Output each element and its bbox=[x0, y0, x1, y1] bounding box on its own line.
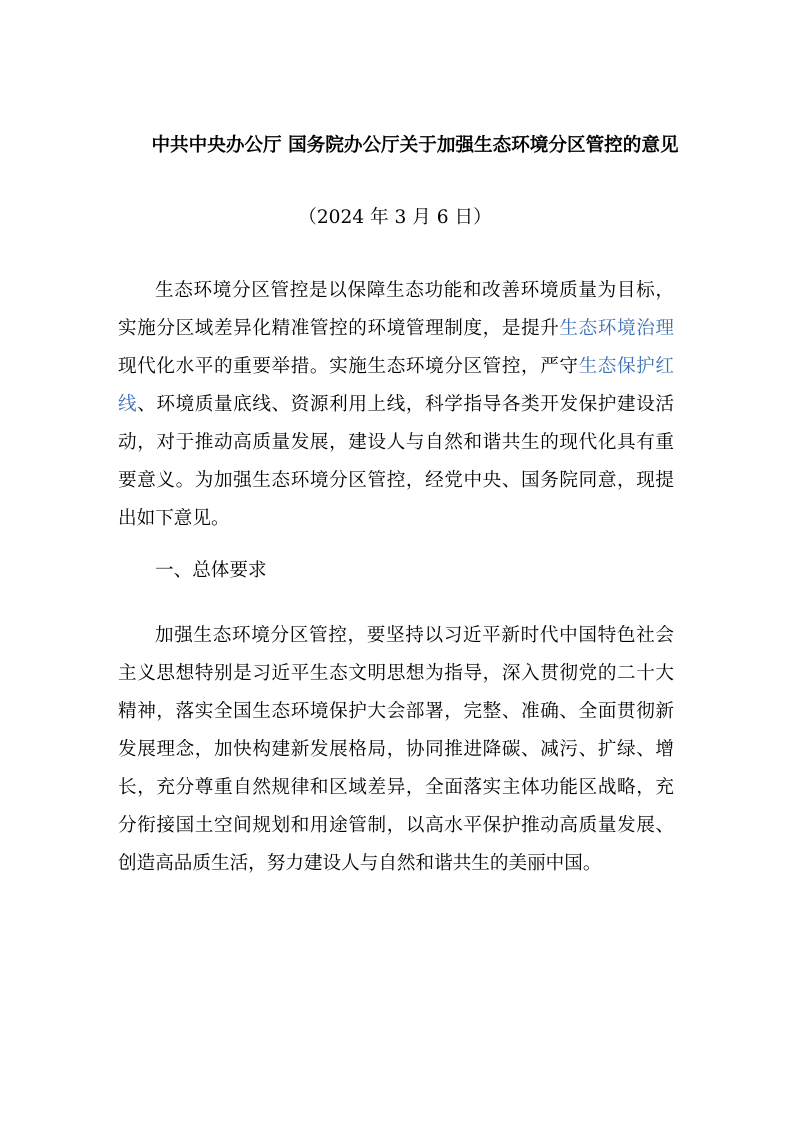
intro-text-1: 生态环境分区管控是以保障生态功能和改善环境质量为目标，实施分区域差异化精准管控的环境管理制度，是提升 bbox=[118, 280, 674, 339]
link-eco-redline[interactable]: 生态保护红线 bbox=[118, 356, 674, 415]
intro-text-3: 、环境质量底线、资源利用上线，科学指导各类开发保护建设活动，对于推动高质量发展，建设人与自然和谐共生的现代化具有重要意义。为加强生态环境分区管控，经党中央、国务院同意，现提出如下意见。 bbox=[118, 394, 674, 529]
link-eco-governance[interactable]: 生态环境治理 bbox=[559, 318, 674, 339]
section-heading: 一、总体要求 bbox=[155, 560, 267, 581]
section-body-paragraph: 加强生态环境分区管控，要坚持以习近平新时代中国特色社会主义思想特别是习近平生态文明思想为指导，深入贯彻党的二十大精神，落实全国生态环境保护大会部署，完整、准确、全面贯彻新发展理念，加快构建新发展格局，协同推进降碳、减污、扩绿、增长，充分尊重自然规律和区域差异，全面落实主体功能区战略，充分衔接国土空间规划和用途管制，以高水平保护推动高质量发展、创造高品质生活，努力建设人与自然和谐共生的美丽中国。 bbox=[118, 625, 674, 874]
intro-paragraph bbox=[118, 272, 674, 538]
document-date: （2024 年 3 月 6 日） bbox=[298, 207, 492, 228]
intro-text-2: 现代化水平的重要举措。实施生态环境分区管控，严守 bbox=[118, 356, 579, 377]
document-title: 中共中央办公厅 国务院办公厅关于加强生态环境分区管控的意见 bbox=[151, 135, 679, 156]
